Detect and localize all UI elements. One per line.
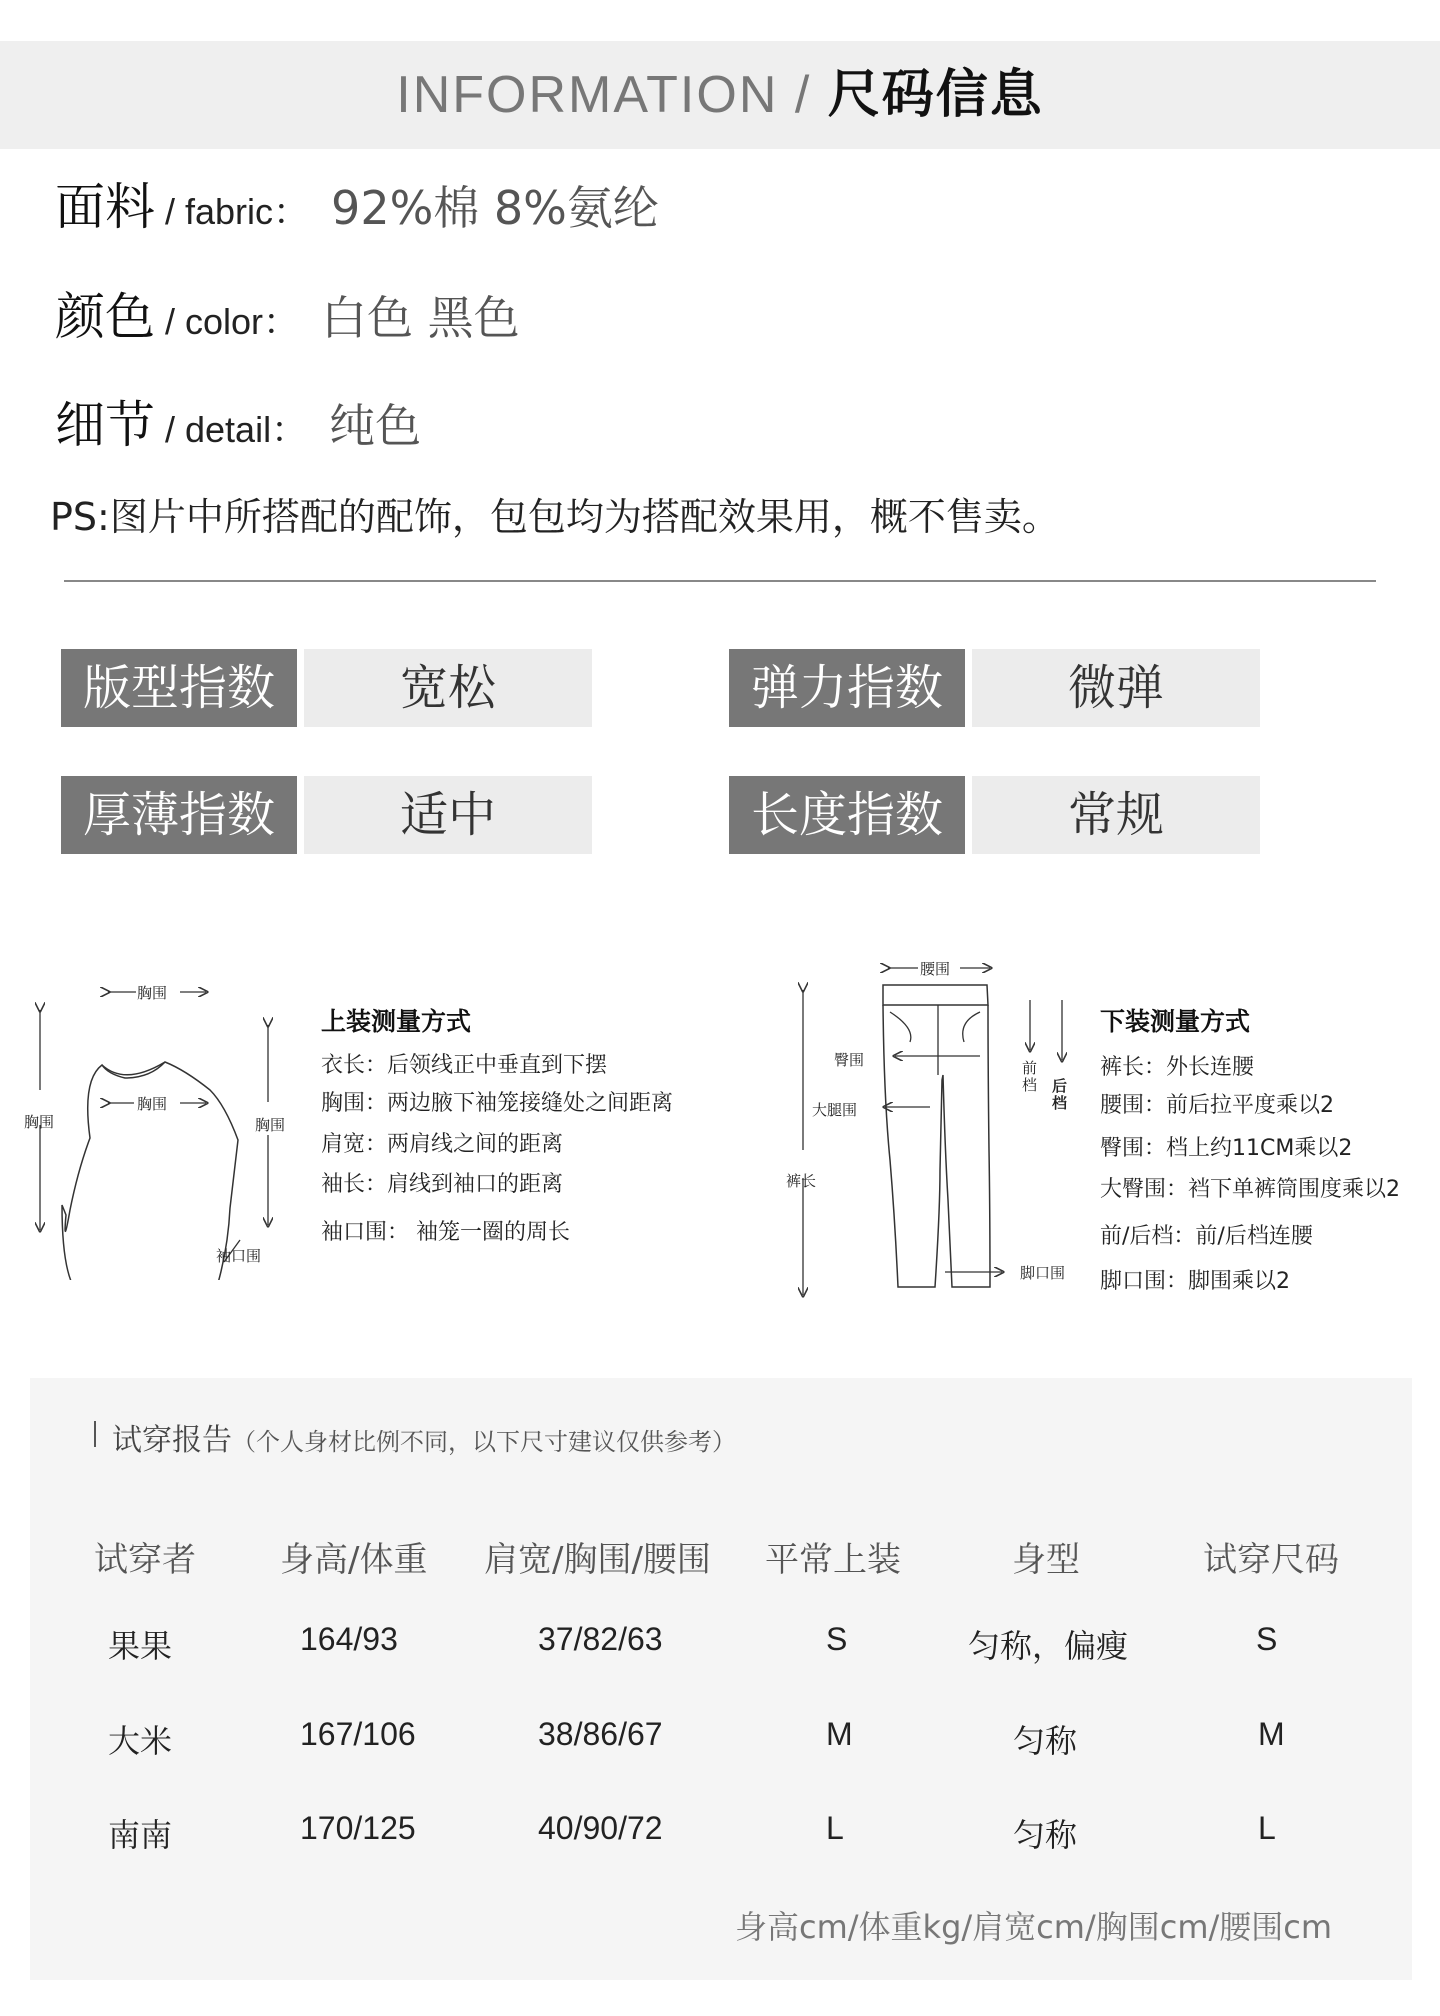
- title-cn: 尺码信息: [827, 65, 1044, 125]
- top-measure-line: 袖长：肩线到袖口的距离: [321, 1172, 564, 1197]
- thigh-label: 大腿围: [812, 1101, 858, 1119]
- bottom-measure-heading: 下装测量方式: [1100, 1007, 1251, 1036]
- column-header: 身型: [1012, 1540, 1080, 1580]
- length-index-label: 长度指数: [729, 776, 965, 854]
- fabric-label: 面料: [55, 178, 155, 236]
- top-measure-line: 衣长：后领线正中垂直到下摆: [321, 1053, 608, 1078]
- color-row: [55, 282, 520, 352]
- table-cell: L: [826, 1810, 844, 1846]
- table-cell: 170/125: [300, 1810, 416, 1846]
- table-cell: 40/90/72: [538, 1810, 663, 1846]
- table-cell: M: [826, 1716, 853, 1752]
- thickness-index-value: 适中: [304, 776, 592, 854]
- report-title-bar: [94, 1421, 96, 1447]
- color-sep: / color：: [155, 301, 300, 342]
- bottom-measure-line: 裤长：外长连腰: [1100, 1055, 1255, 1080]
- report-units-note: 身高cm/体重kg/肩宽cm/胸围cm/腰围cm: [735, 1908, 1333, 1946]
- top-measure-line: 袖口围： 袖笼一圈的周长: [321, 1220, 570, 1245]
- top-measure-line: 肩宽：两肩线之间的距离: [321, 1132, 564, 1157]
- table-cell: S: [1256, 1621, 1278, 1657]
- report-title-text: 试穿报告: [112, 1423, 232, 1458]
- column-header: 试穿尺码: [1203, 1540, 1339, 1580]
- pants-length-label: 裤长: [786, 1172, 817, 1190]
- fabric-sep: / fabric：: [155, 191, 310, 232]
- front-rise-label: 前档: [1022, 1059, 1038, 1094]
- fit-index-label: 版型指数: [61, 649, 297, 727]
- bottom-measure-line: 臀围：档上约11CM乘以2: [1100, 1136, 1353, 1161]
- table-cell: 大米: [108, 1723, 173, 1759]
- color-label: 颜色: [55, 288, 155, 346]
- bottom-measure-line: 大臀围：裆下单裤筒围度乘以2: [1100, 1177, 1400, 1202]
- right-chest-label: 胸围: [255, 1116, 286, 1134]
- table-cell: 38/86/67: [538, 1716, 663, 1752]
- detail-value: 纯色: [329, 399, 422, 453]
- table-cell: L: [1258, 1810, 1276, 1846]
- ps-note: PS:图片中所搭配的配饰，包包均为搭配效果用，概不售卖。: [50, 495, 1060, 539]
- table-cell: 南南: [108, 1817, 173, 1853]
- bottom-measure-line: 脚口围：脚围乘以2: [1100, 1269, 1290, 1294]
- divider: [64, 580, 1376, 582]
- table-cell: M: [1258, 1716, 1285, 1752]
- table-cell: 167/106: [300, 1716, 416, 1752]
- fitting-report-panel: [30, 1378, 1412, 1980]
- detail-label: 细节: [55, 396, 155, 454]
- hem-label: 脚口围: [1020, 1264, 1066, 1282]
- top-measure-line: 胸围：两边腋下袖笼接缝处之间距离: [321, 1091, 674, 1116]
- table-cell: 37/82/63: [538, 1621, 663, 1657]
- report-title: [112, 1415, 736, 1459]
- stretch-index-value: 微弹: [972, 649, 1260, 727]
- table-cell: 164/93: [300, 1621, 398, 1657]
- cuff-label: 袖口围: [216, 1247, 262, 1265]
- fit-index-value: 宽松: [304, 649, 592, 727]
- column-header: 肩宽/胸围/腰围: [484, 1540, 711, 1580]
- table-cell: 匀称: [1013, 1817, 1078, 1853]
- hip-label: 臀围: [834, 1051, 865, 1069]
- column-header: 身高/体重: [280, 1540, 428, 1580]
- column-header: 平常上装: [765, 1540, 901, 1580]
- bottom-measure-line: 前/后档：前/后档连腰: [1100, 1224, 1313, 1249]
- fabric-row: [55, 172, 659, 242]
- table-cell: 匀称，偏瘦: [968, 1628, 1129, 1664]
- length-index-value: 常规: [972, 776, 1260, 854]
- color-value: 白色 黑色: [321, 291, 520, 345]
- top-chest-label: 胸围: [137, 984, 168, 1002]
- table-cell: 果果: [108, 1628, 173, 1664]
- table-cell: S: [826, 1621, 848, 1657]
- detail-row: [55, 390, 421, 460]
- stretch-index-label: 弹力指数: [729, 649, 965, 727]
- column-header: 试穿者: [94, 1540, 196, 1580]
- title-en: INFORMATION /: [396, 66, 828, 124]
- page-title: [0, 41, 1440, 149]
- detail-sep: / detail：: [155, 409, 308, 450]
- report-subtitle: （个人身材比例不同，以下尺寸建议仅供参考）: [232, 1428, 736, 1456]
- bottom-measure-diagram: [780, 950, 1080, 1302]
- thickness-index-label: 厚薄指数: [61, 776, 297, 854]
- back-rise-label: 后档: [1052, 1077, 1068, 1112]
- top-measure-heading: 上装测量方式: [321, 1007, 472, 1036]
- table-cell: 匀称: [1013, 1723, 1078, 1759]
- fabric-value: 92%棉 8%氨纶: [331, 181, 659, 235]
- waist-label: 腰围: [920, 960, 951, 978]
- bottom-measure-line: 腰围：前后拉平度乘以2: [1100, 1093, 1334, 1118]
- mid-chest-label: 胸围: [137, 1095, 168, 1113]
- left-chest-label: 胸围: [24, 1113, 55, 1131]
